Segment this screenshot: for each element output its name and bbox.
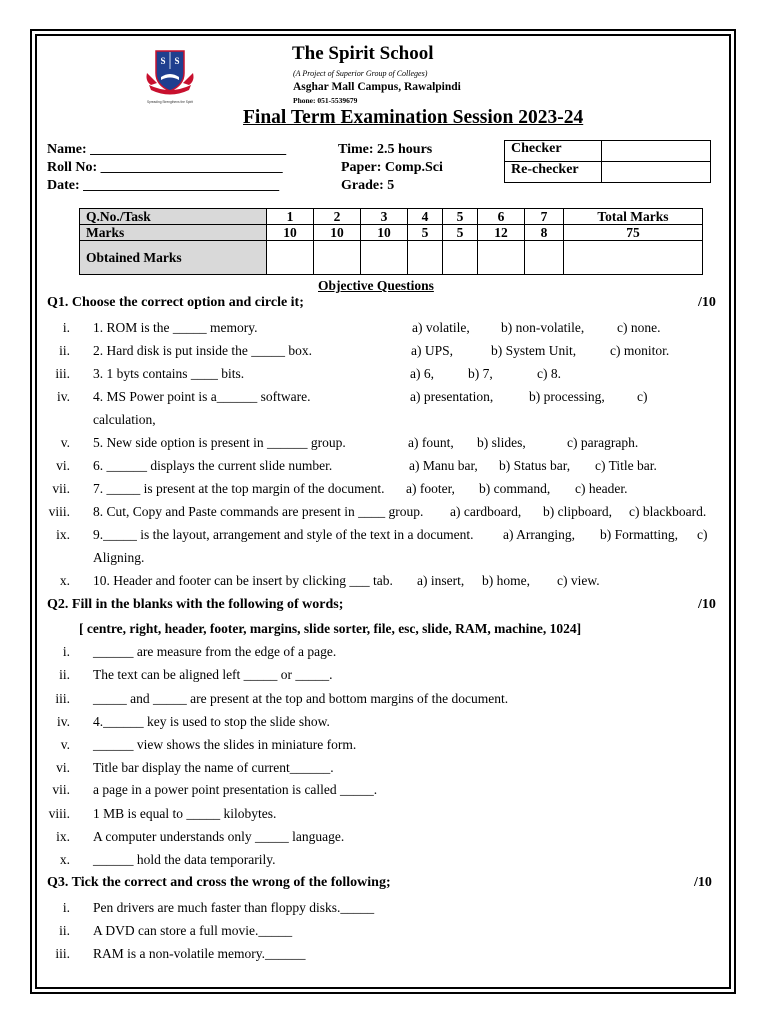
objective-heading: Objective Questions <box>318 278 434 293</box>
marks-cell: 10 <box>361 225 408 241</box>
obtained-cell[interactable] <box>443 241 478 275</box>
option-b[interactable]: b) non-volatile, <box>501 320 585 335</box>
option-b[interactable]: b) processing, <box>529 389 605 404</box>
option-a[interactable]: a) footer, <box>406 481 455 496</box>
question-number: ix. <box>56 527 70 542</box>
option-c[interactable]: c) view. <box>557 573 600 588</box>
col-header: 3 <box>361 209 408 225</box>
marks-cell: 12 <box>478 225 525 241</box>
question-number: vii. <box>52 481 70 496</box>
question-number: iii. <box>55 366 70 381</box>
option-b[interactable]: b) clipboard, <box>543 504 612 519</box>
blank-number: iv. <box>57 714 70 729</box>
blank-text: ______ hold the data temporarily. <box>93 852 276 867</box>
marks-header-row <box>80 209 703 225</box>
option-b[interactable]: b) Formatting, <box>600 527 678 542</box>
blank-text: ______ are measure from the edge of a page. <box>93 644 337 659</box>
rechecker-input[interactable] <box>602 162 711 183</box>
option-c[interactable]: c) paragraph. <box>567 435 639 450</box>
obtained-total-cell[interactable] <box>564 241 703 275</box>
marks-table <box>79 208 703 275</box>
blank-number: ix. <box>56 829 70 844</box>
option-a[interactable]: a) fount, <box>408 435 454 450</box>
option-c-continued[interactable]: Aligning. <box>93 550 145 565</box>
marks-cell: 5 <box>443 225 478 241</box>
grade-label: Grade: 5 <box>341 178 395 193</box>
question-number: vi. <box>56 458 70 473</box>
question-text: 1. ROM is the _____ memory. <box>93 320 258 335</box>
blank-text: Title bar display the name of current______. <box>93 760 334 775</box>
question-number: viii. <box>48 504 70 519</box>
blank-number: i. <box>62 644 70 659</box>
option-c[interactable]: c) Title bar. <box>595 458 657 473</box>
campus-name: Asghar Mall Campus, Rawalpindi <box>293 81 461 93</box>
school-logo <box>143 47 197 105</box>
obtained-row <box>80 241 703 275</box>
q3-heading: Q3. Tick the correct and cross the wrong of the following; <box>47 875 391 890</box>
question-text: 4. MS Power point is a______ software. <box>93 389 311 404</box>
question-number: ii. <box>59 343 70 358</box>
obtained-cell[interactable] <box>267 241 314 275</box>
col-header: 5 <box>443 209 478 225</box>
logo-letter-2: S <box>174 56 180 66</box>
option-b[interactable]: b) slides, <box>477 435 526 450</box>
blank-text: ______ view shows the slides in miniature form. <box>93 737 357 752</box>
checker-table <box>504 140 711 183</box>
marks-cell: 8 <box>525 225 564 241</box>
blank-text: A computer understands only _____ language. <box>93 829 345 844</box>
tick-number: ii. <box>59 923 70 938</box>
option-b[interactable]: b) home, <box>482 573 530 588</box>
logo-motto: Spreading Strengthens the Spirit <box>146 100 194 104</box>
marks-cell: 10 <box>267 225 314 241</box>
marks-cell: 5 <box>408 225 443 241</box>
option-a[interactable]: a) Arranging, <box>503 527 575 542</box>
question-text: 3. 1 byts contains ____ bits. <box>93 366 245 381</box>
col-header: 1 <box>267 209 314 225</box>
blank-number: ii. <box>59 667 70 682</box>
question-number: iv. <box>57 389 70 404</box>
blank-text: 1 MB is equal to _____ kilobytes. <box>93 806 277 821</box>
date-field[interactable]: Date: ____________________________ <box>47 178 280 193</box>
col-header: 4 <box>408 209 443 225</box>
q1-heading: Q1. Choose the correct option and circle it; <box>47 295 304 310</box>
question-text: 10. Header and footer can be insert by clicking ___ tab. <box>93 573 393 588</box>
option-b[interactable]: b) command, <box>479 481 551 496</box>
blank-text: a page in a power point presentation is called _____. <box>93 782 378 797</box>
question-number: i. <box>62 320 70 335</box>
name-field[interactable]: Name: ____________________________ <box>47 142 287 157</box>
option-c[interactable]: c) header. <box>575 481 628 496</box>
q2-heading: Q2. Fill in the blanks with the following of words; <box>47 597 344 612</box>
option-c[interactable]: c) 8. <box>537 366 561 381</box>
blank-number: iii. <box>55 691 70 706</box>
option-c[interactable]: c) blackboard. <box>629 504 707 519</box>
option-a[interactable]: a) insert, <box>417 573 465 588</box>
option-b[interactable]: b) System Unit, <box>491 343 577 358</box>
obtained-label: Obtained Marks <box>80 241 267 275</box>
col-header: 6 <box>478 209 525 225</box>
blank-number: vii. <box>52 782 70 797</box>
col-header: 2 <box>314 209 361 225</box>
paper-label: Paper: Comp.Sci <box>341 160 443 175</box>
question-text: 6. ______ displays the current slide number. <box>93 458 333 473</box>
blank-text: _____ and _____ are present at the top and bottom margins of the document. <box>93 691 509 706</box>
phone-number: Phone: 051-5539679 <box>293 96 358 105</box>
option-c[interactable]: c) monitor. <box>610 343 670 358</box>
marks-cell: 10 <box>314 225 361 241</box>
marks-label: Marks <box>80 225 267 241</box>
total-header: Total Marks <box>564 209 703 225</box>
marks-row <box>80 225 703 241</box>
question-number: v. <box>60 435 70 450</box>
option-a[interactable]: a) volatile, <box>412 320 470 335</box>
option-c[interactable]: c) <box>637 389 648 404</box>
tick-number: iii. <box>55 946 70 961</box>
option-a[interactable]: a) Manu bar, <box>409 458 478 473</box>
option-a[interactable]: a) 6, <box>410 366 434 381</box>
tick-number: i. <box>62 900 70 915</box>
obtained-cell[interactable] <box>314 241 361 275</box>
question-text: 5. New side option is present in ______ group. <box>93 435 346 450</box>
time-label: Time: 2.5 hours <box>338 142 433 157</box>
option-a[interactable]: a) UPS, <box>411 343 454 358</box>
obtained-cell[interactable] <box>408 241 443 275</box>
option-c[interactable]: c) none. <box>617 320 661 335</box>
qno-header: Q.No./Task <box>80 209 267 225</box>
checker-label: Checker <box>505 141 602 162</box>
question-text: 7. _____ is present at the top margin of the document. <box>93 481 385 496</box>
logo-letter-1: S <box>160 56 166 66</box>
col-header: 7 <box>525 209 564 225</box>
school-subtitle: (A Project of Superior Group of Colleges) <box>293 69 428 78</box>
option-c[interactable]: c) <box>697 527 708 542</box>
school-name: The Spirit School <box>292 43 434 64</box>
rechecker-label: Re-checker <box>505 162 602 183</box>
blank-number: v. <box>60 737 70 752</box>
option-b[interactable]: b) Status bar, <box>499 458 571 473</box>
question-text: 9._____ is the layout, arrangement and style of the text in a document. <box>93 527 474 542</box>
q3-marks: /10 <box>694 875 712 890</box>
total-marks-cell: 75 <box>564 225 703 241</box>
checker-input[interactable] <box>602 141 711 162</box>
tick-statement: RAM is a non-volatile memory.______ <box>93 946 306 961</box>
blank-number: viii. <box>48 806 70 821</box>
q2-marks: /10 <box>698 597 716 612</box>
roll-no-field[interactable]: Roll No: __________________________ <box>47 160 283 175</box>
question-text: 2. Hard disk is put inside the _____ box. <box>93 343 312 358</box>
exam-title: Final Term Examination Session 2023-24 <box>243 107 584 128</box>
option-a[interactable]: a) presentation, <box>410 389 494 404</box>
blank-number: vi. <box>56 760 70 775</box>
obtained-cell[interactable] <box>478 241 525 275</box>
option-a[interactable]: a) cardboard, <box>450 504 522 519</box>
q1-marks: /10 <box>698 295 716 310</box>
question-number: x. <box>59 573 70 588</box>
option-b[interactable]: b) 7, <box>468 366 493 381</box>
obtained-cell[interactable] <box>525 241 564 275</box>
blank-text: 4.______ key is used to stop the slide show. <box>93 714 330 729</box>
tick-statement: Pen drivers are much faster than floppy disks._____ <box>93 900 375 915</box>
tick-statement: A DVD can store a full movie._____ <box>93 923 293 938</box>
blank-number: x. <box>59 852 70 867</box>
question-text: 8. Cut, Copy and Paste commands are present in ____ group. <box>93 504 424 519</box>
word-bank: [ centre, right, header, footer, margins, slide sorter, file, esc, slide, RAM, machine, 1024] <box>79 621 582 636</box>
blank-text: The text can be aligned left _____ or _____. <box>93 667 333 682</box>
obtained-cell[interactable] <box>361 241 408 275</box>
option-c-continued[interactable]: calculation, <box>93 412 156 427</box>
